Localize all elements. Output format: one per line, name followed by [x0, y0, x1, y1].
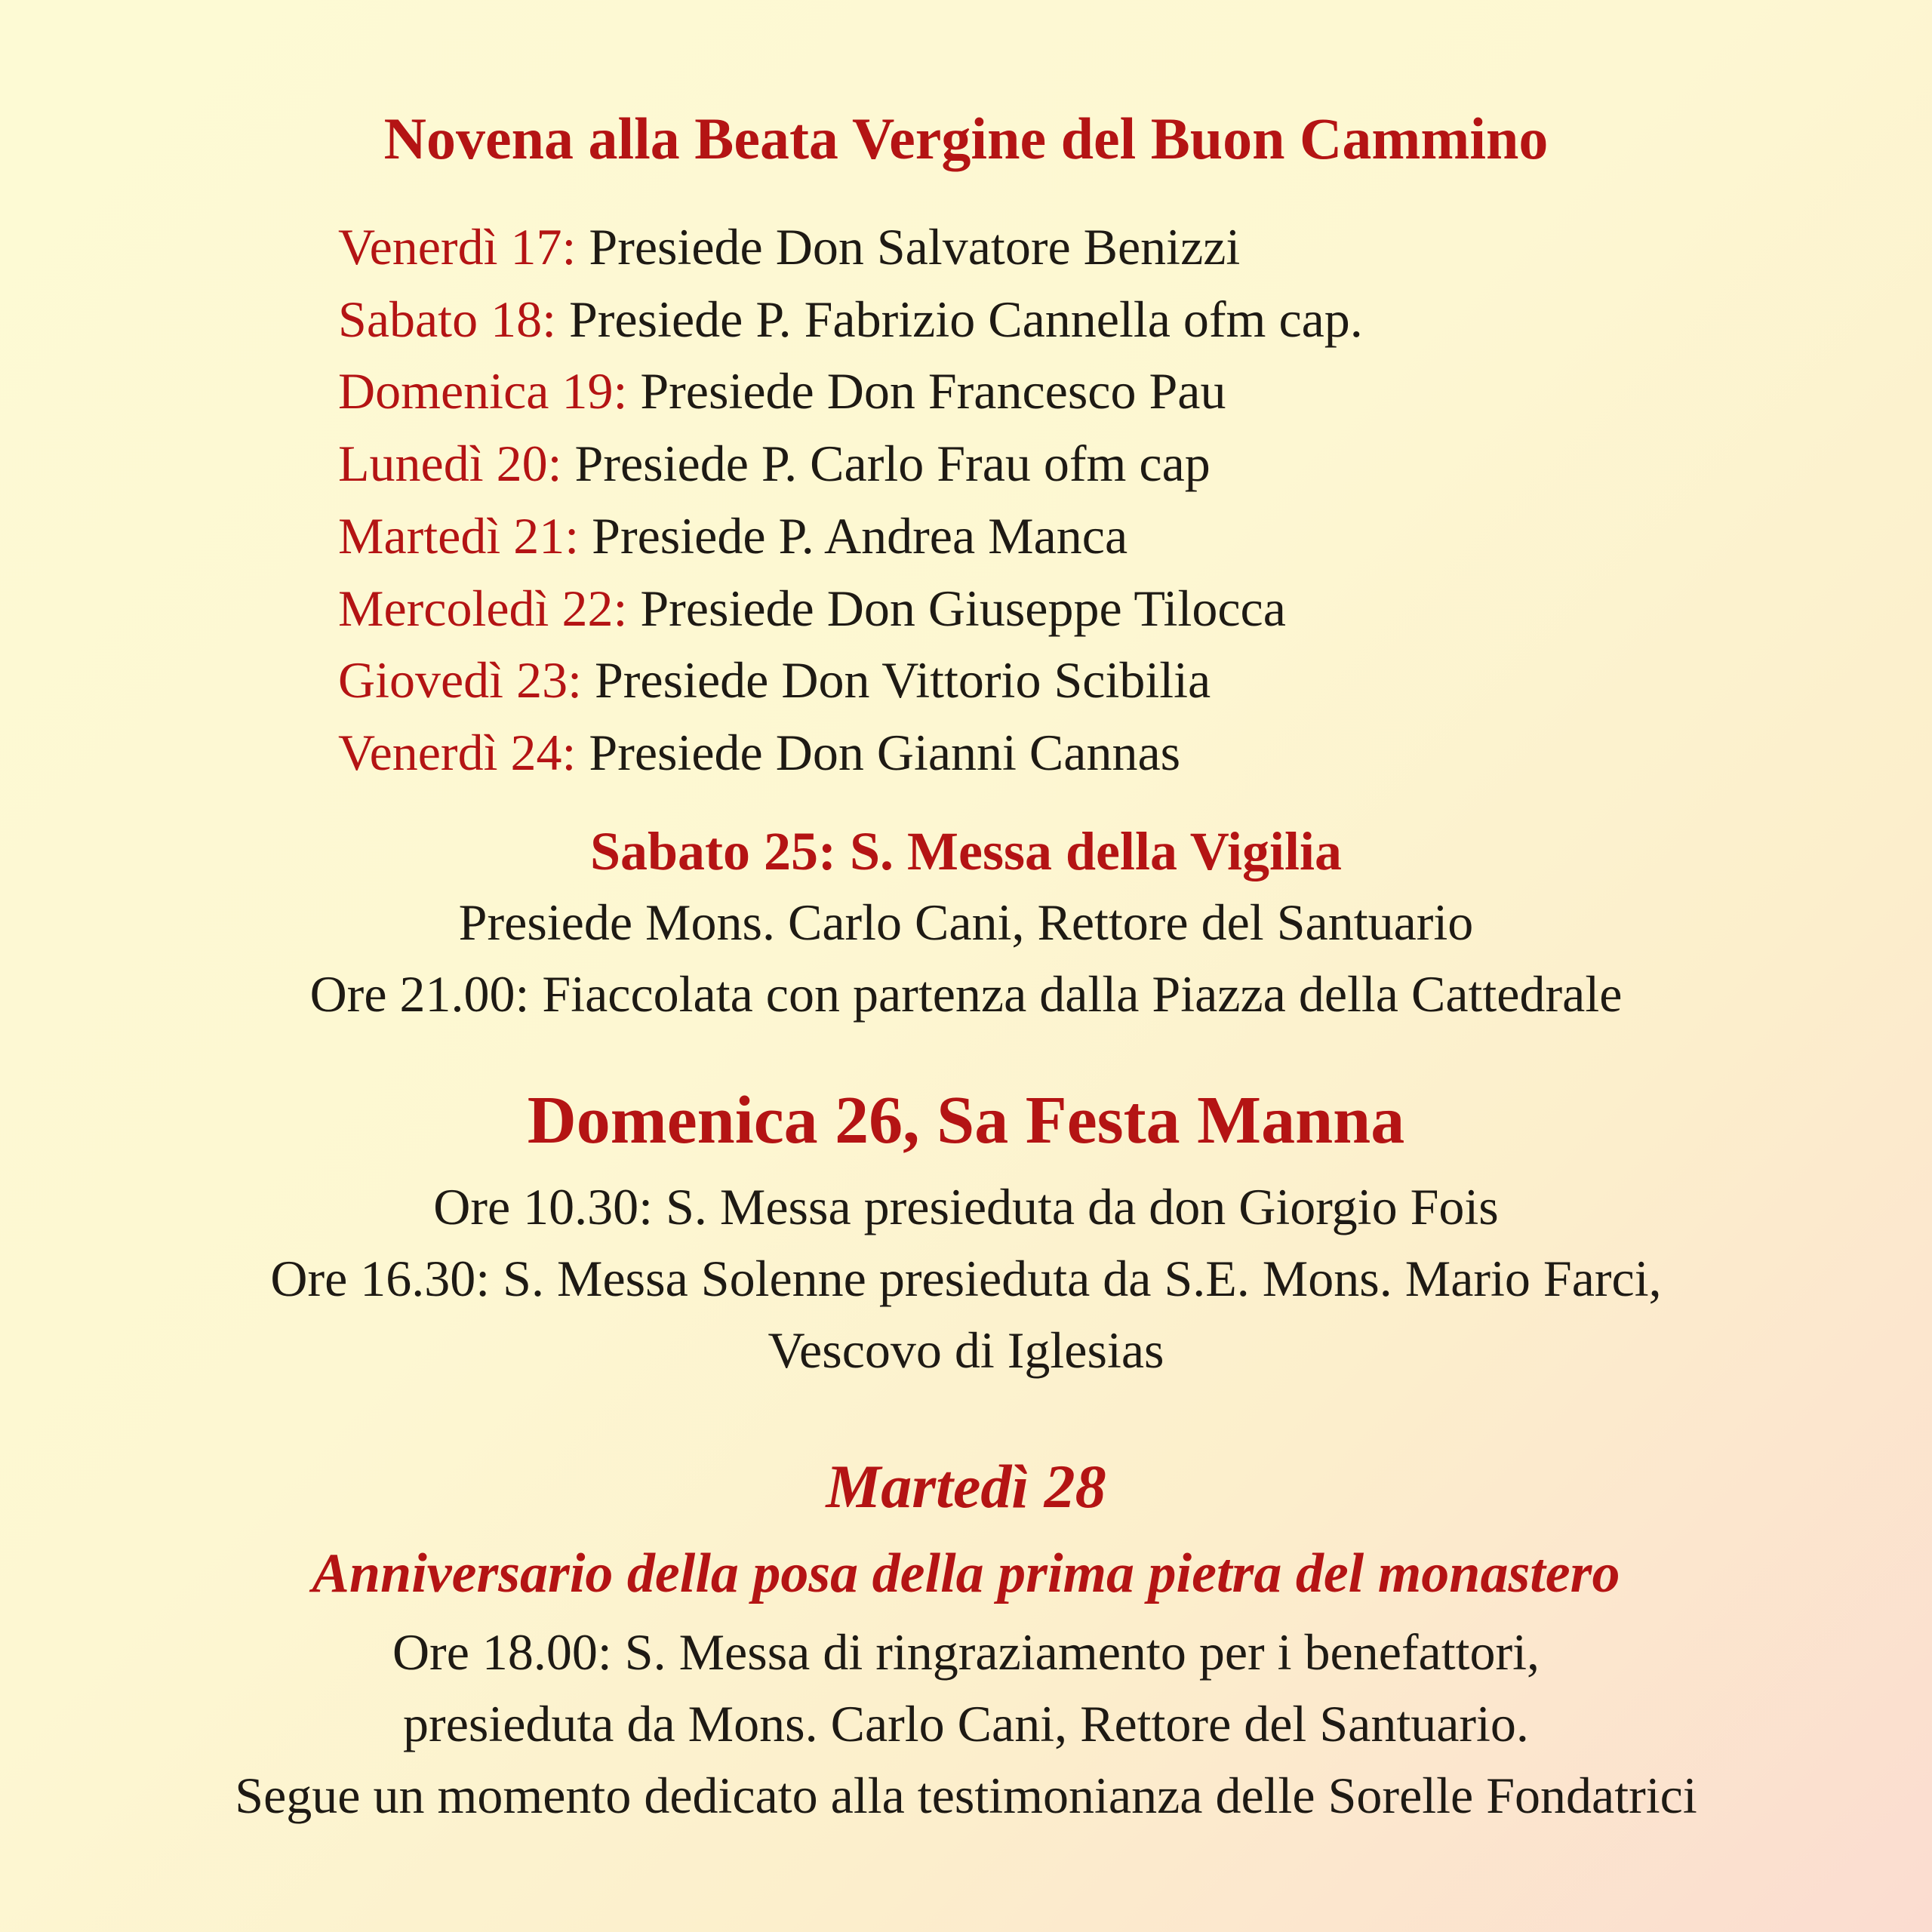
vigilia-line: Ore 21.00: Fiaccolata con partenza dalla Piazza della Cattedrale — [309, 965, 1623, 1023]
novena-day: Giovedì 23: — [338, 651, 582, 709]
anniversario-line: presieduta da Mons. Carlo Cani, Rettore del Santuario. — [403, 1695, 1529, 1752]
novena-list — [338, 211, 1847, 789]
anniversario-subheading: Anniversario della posa della prima pietra del monastero — [312, 1543, 1620, 1604]
festa-line: Ore 10.30: S. Messa presieduta da don Giorgio Fois — [433, 1178, 1499, 1235]
novena-row — [338, 355, 1847, 428]
novena-day: Venerdì 17: — [338, 218, 577, 275]
novena-row — [338, 573, 1847, 645]
festa-line: Ore 16.30: S. Messa Solenne presieduta da S.E. Mons. Mario Farci, — [270, 1250, 1662, 1307]
page-title: Novena alla Beata Vergine del Buon Cammino — [383, 106, 1549, 171]
novena-row — [338, 284, 1847, 356]
novena-celebrant: Presiede Don Francesco Pau — [640, 362, 1226, 420]
novena-celebrant: Presiede Don Giuseppe Tilocca — [640, 579, 1286, 637]
anniversario-line: Ore 18.00: S. Messa di ringraziamento per i benefattori, — [392, 1623, 1540, 1681]
novena-day: Venerdì 24: — [338, 723, 577, 781]
novena-day: Domenica 19: — [338, 362, 628, 420]
novena-celebrant: Presiede P. Carlo Frau ofm cap — [574, 435, 1211, 493]
novena-day: Martedì 21: — [338, 506, 580, 565]
novena-celebrant: Presiede Don Vittorio Scibilia — [594, 651, 1211, 709]
vigilia-heading: Sabato 25: S. Messa della Vigilia — [589, 821, 1343, 881]
festa-heading: Domenica 26, Sa Festa Manna — [527, 1083, 1405, 1158]
novena-celebrant: Presiede P. Andrea Manca — [592, 506, 1128, 565]
novena-day: Mercoledì 22: — [338, 579, 628, 637]
novena-row — [338, 428, 1847, 500]
anniversario-heading: Martedì 28 — [826, 1452, 1106, 1521]
festa-line: Vescovo di Iglesias — [768, 1321, 1164, 1379]
novena-celebrant: Presiede P. Fabrizio Cannella ofm cap. — [568, 290, 1363, 348]
novena-celebrant: Presiede Don Salvatore Benizzi — [589, 218, 1241, 275]
novena-celebrant: Presiede Don Gianni Cannas — [589, 723, 1181, 781]
novena-row — [338, 645, 1847, 717]
novena-day: Sabato 18: — [338, 290, 556, 348]
anniversario-line: Segue un momento dedicato alla testimonianza delle Sorelle Fondatrici — [235, 1767, 1697, 1824]
novena-row — [338, 211, 1847, 284]
vigilia-line: Presiede Mons. Carlo Cani, Rettore del Santuario — [458, 894, 1474, 951]
novena-row — [338, 500, 1847, 573]
novena-row — [338, 717, 1847, 789]
novena-day: Lunedì 20: — [338, 435, 562, 493]
